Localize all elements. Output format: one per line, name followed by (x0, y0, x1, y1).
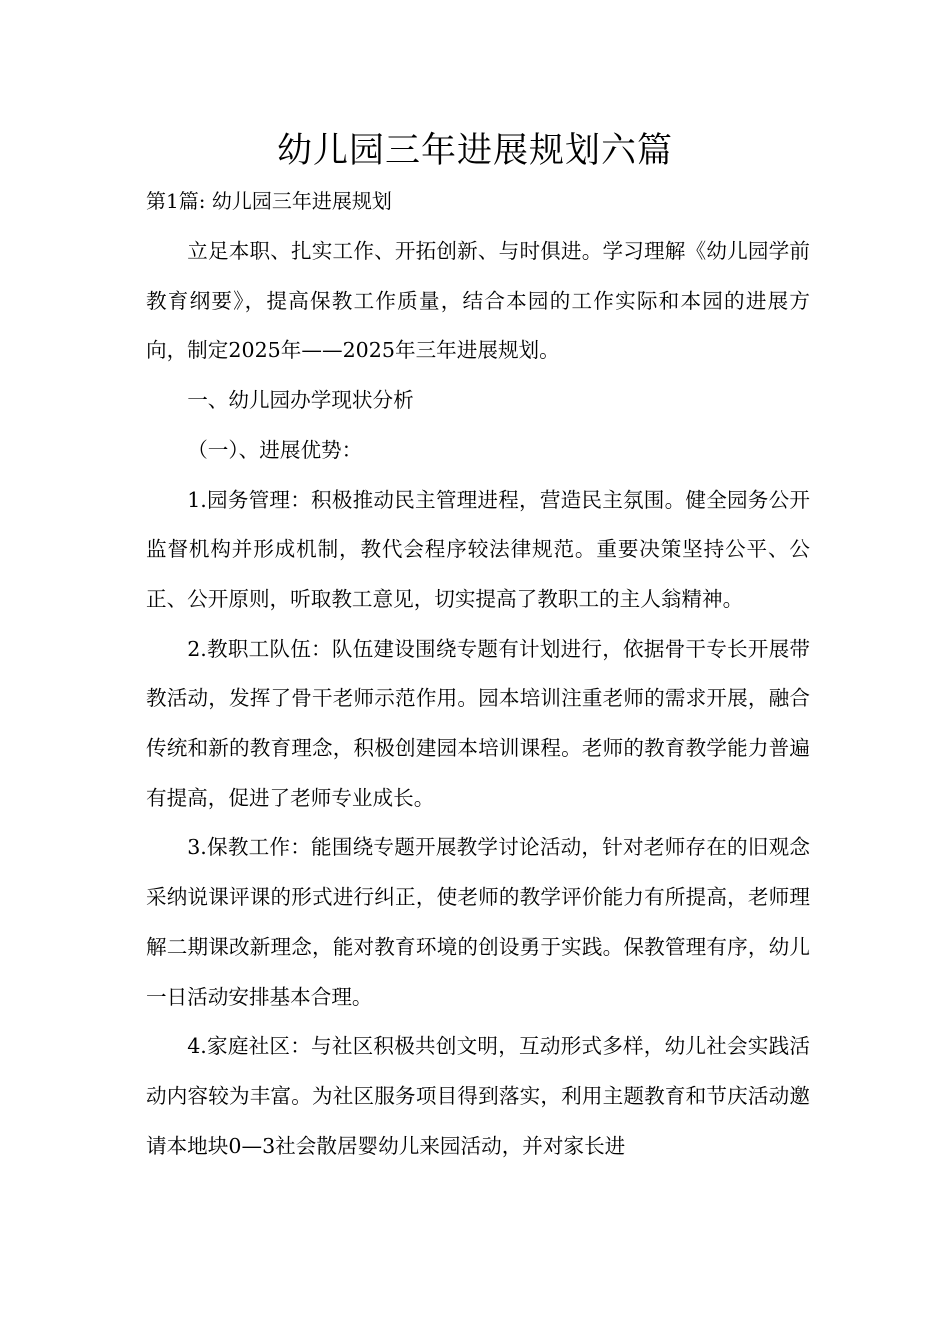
paragraph-item-3: 3.保教工作：能围绕专题开展教学讨论活动，针对老师存在的旧观念采纳说课评课的形式进行纠正，使老师的教学评价能力有所提高，老师理解二期课改新理念，能对教育环境的创设勇于实践。保教管理有序，幼儿一日活动安排基本合理。 (146, 835, 810, 1009)
paragraph-item-4: 4.家庭社区：与社区积极共创文明，互动形式多样，幼儿社会实践活动内容较为丰富。为社区服务项目得到落实，利用主题教育和节庆活动邀请本地块0—3社会散居婴幼儿来园活动，并对家长进 (146, 1034, 810, 1158)
document-title: 幼儿园三年进展规划六篇 (276, 131, 673, 171)
document-body (146, 227, 810, 1171)
paragraph-intro: 立足本职、扎实工作、开拓创新、与时俱进。学习理解《幼儿园学前教育纲要》，提高保教工作质量，结合本园的工作实际和本园的进展方向，制定2025年——2025年三年进展规划。 (146, 239, 810, 363)
paragraph-item-2: 2.教职工队伍：队伍建设围绕专题有计划进行，依据骨干专长开展带教活动，发挥了骨干老师示范作用。园本培训注重老师的需求开展，融合传统和新的教育理念，积极创建园本培训课程。老师的教育教学能力普遍有提高，促进了老师专业成长。 (146, 636, 810, 810)
paragraph-item-1: 1.园务管理：积极推动民主管理进程，营造民主氛围。健全园务公开监督机构并形成机制，教代会程序较法律规范。重要决策坚持公平、公正、公开原则，听取教工意见，切实提高了教职工的主人翁精神。 (146, 487, 810, 611)
paragraph-heading-1-1: （一）、进展优势： (187, 437, 363, 462)
paragraph-heading-1: 一、幼儿园办学现状分析 (187, 388, 414, 413)
section-heading: 第1篇: 幼儿园三年进展规划 (146, 189, 392, 213)
